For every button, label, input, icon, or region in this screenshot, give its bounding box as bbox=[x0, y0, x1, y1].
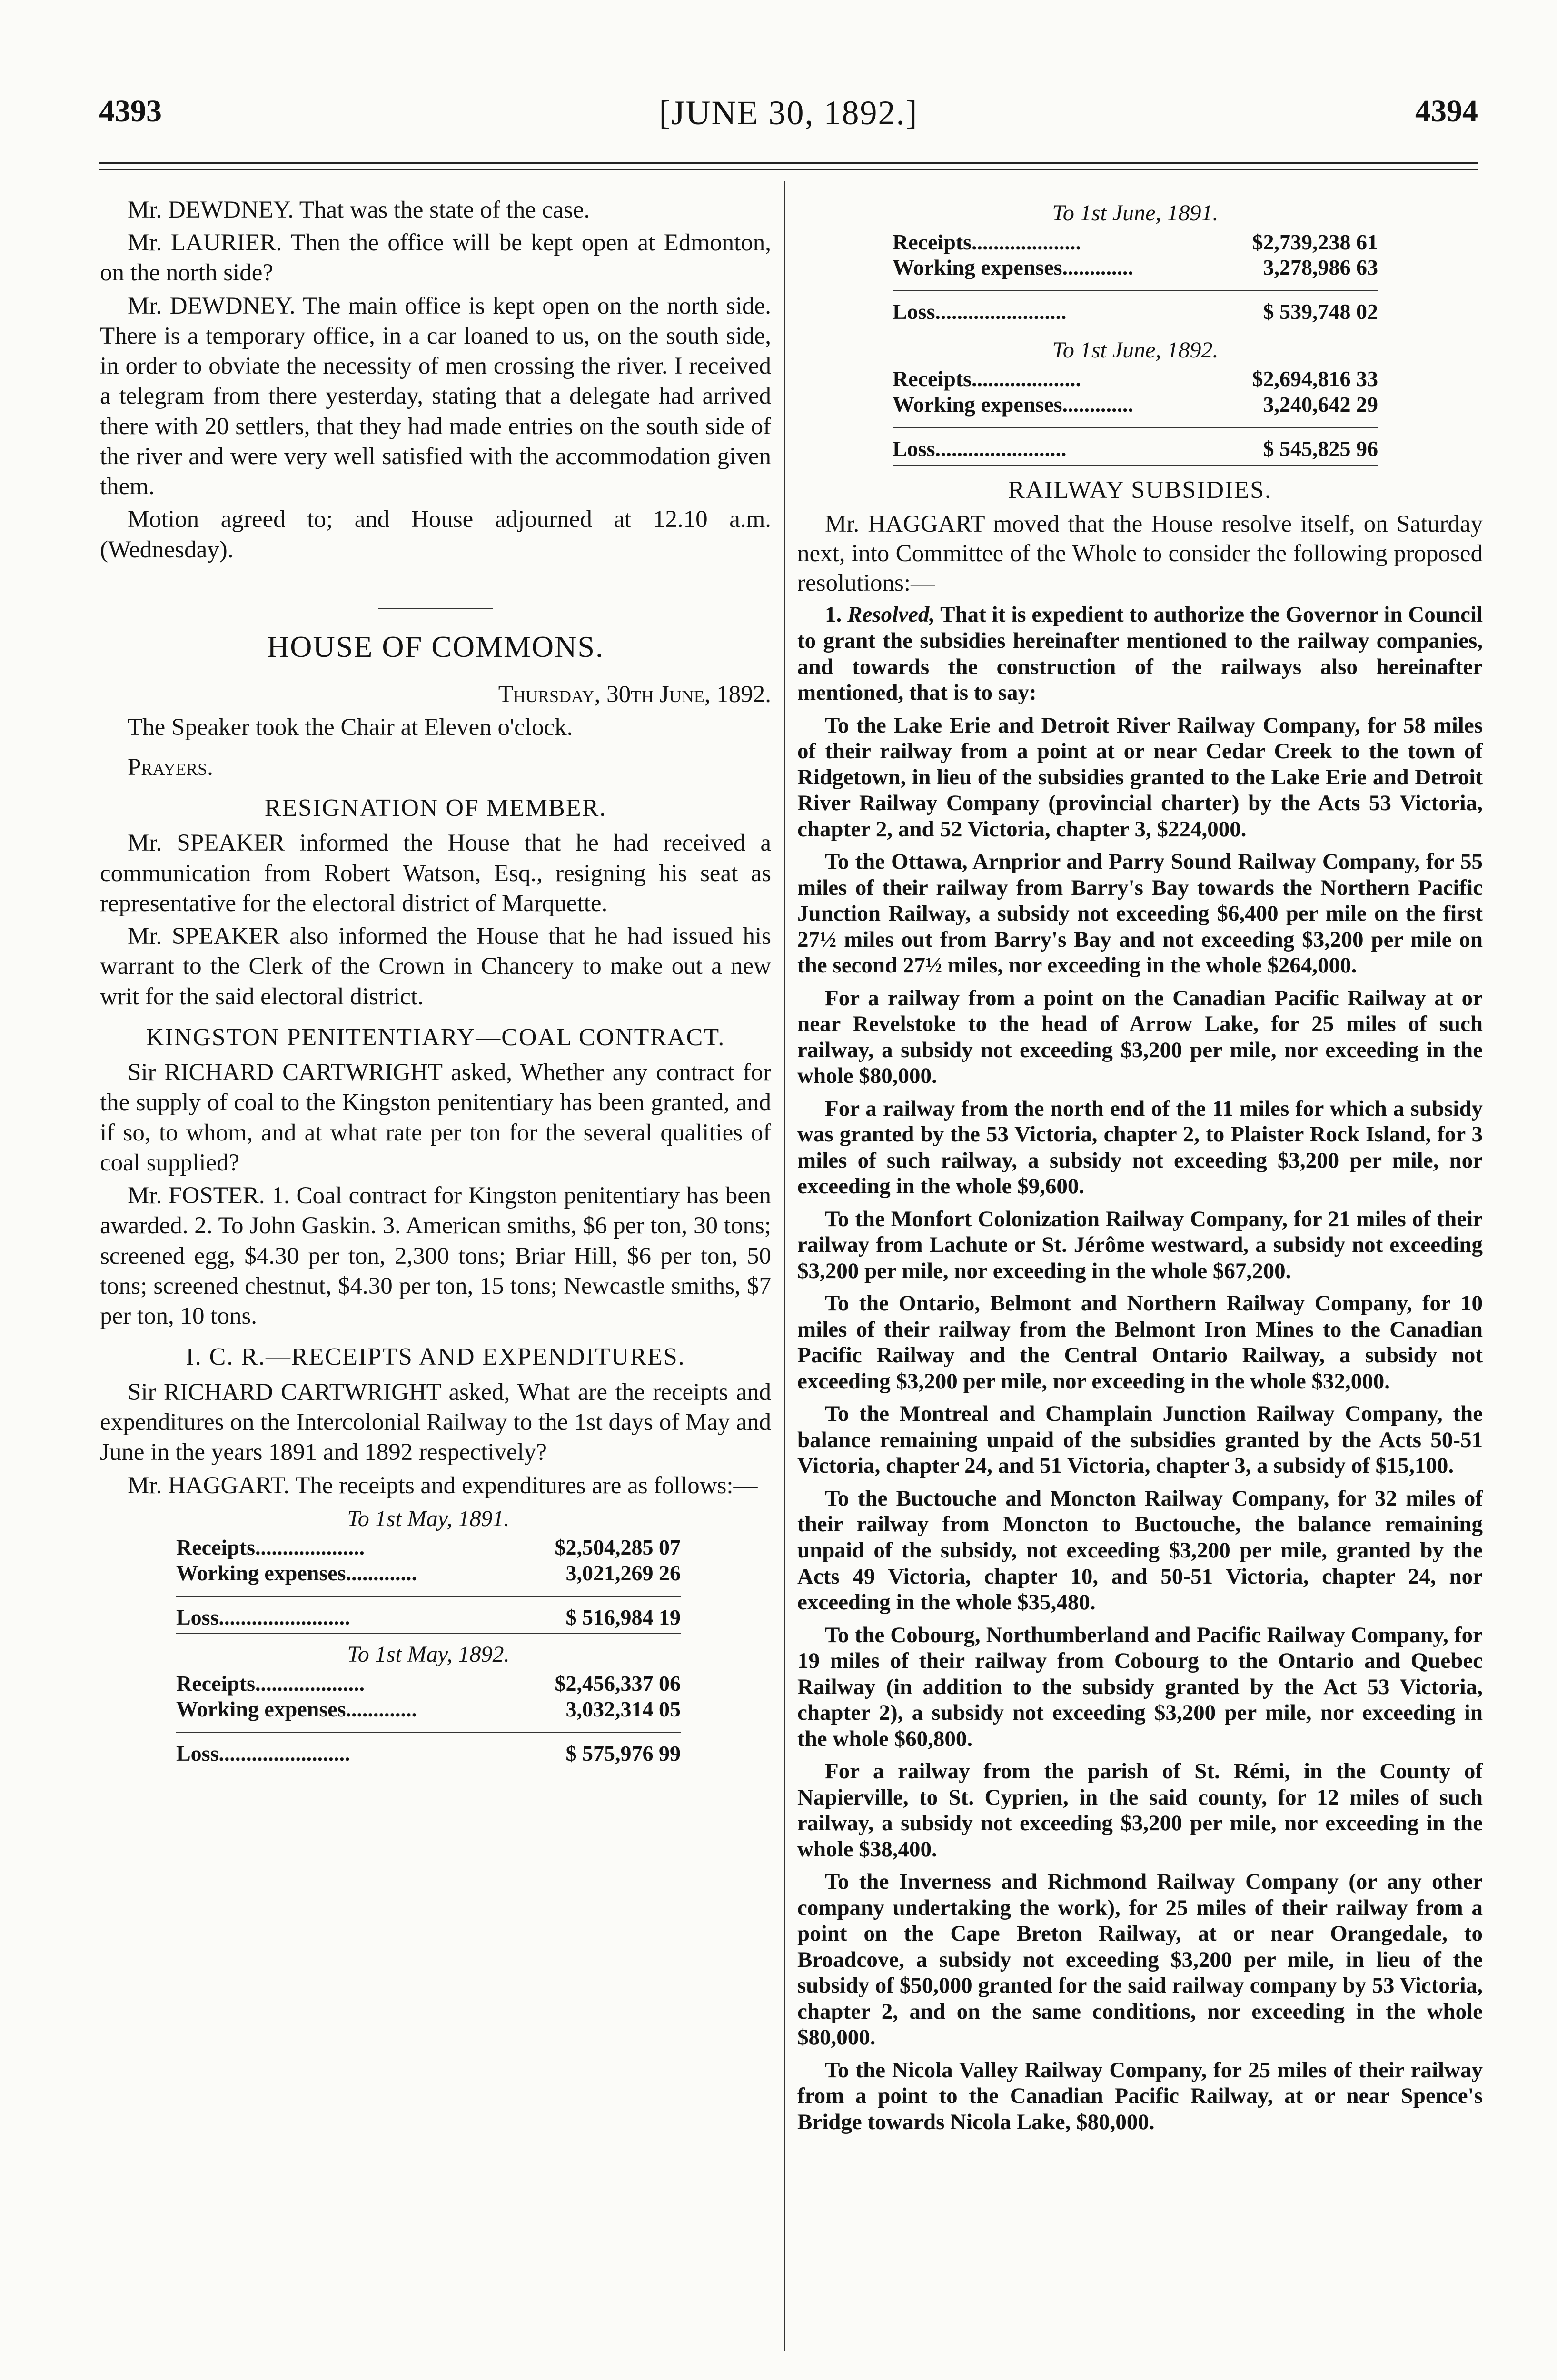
loss-label: Loss........................ bbox=[893, 436, 1067, 461]
resignation-heading: RESIGNATION OF MEMBER. bbox=[264, 794, 607, 822]
receipts-value: $2,456,337 06 bbox=[555, 1671, 681, 1696]
statement-june-1891 bbox=[893, 200, 1378, 325]
loss-row bbox=[176, 1605, 681, 1630]
working-expenses-row bbox=[176, 1696, 681, 1722]
header-rule-thin bbox=[99, 169, 1478, 170]
loss-row bbox=[893, 436, 1378, 461]
paragraph-laurier: Mr. LAURIER. Then the office will be kept open at Edmonton, on the north side? bbox=[100, 229, 771, 287]
working-expenses-value: 3,021,269 26 bbox=[565, 1560, 681, 1585]
icr-heading: I. C. R.—RECEIPTS AND EXPENDITURES. bbox=[186, 1343, 685, 1371]
loss-value: $ 575,976 99 bbox=[565, 1741, 681, 1765]
resolution-text: That it is expedient to authorize the Governor in Council to grant the subsidies hereinafter mentioned to the railway companies, and towards the construction of the railways also hereinafter mentioned, that is to say: bbox=[797, 602, 1483, 705]
receipts-row bbox=[893, 229, 1378, 255]
subsidy-item: To the Monfort Colonization Railway Company, for 21 miles of their railway from Lachute or St. Jérôme westward, a subsidy not exceeding $3,200 per mile, nor exceeding in the whole $67,200. bbox=[797, 1206, 1483, 1283]
subsidy-item: To the Ottawa, Arnprior and Parry Sound Railway Company, for 55 miles of their railway from Barry's Bay towards the Northern Pacific Junction Railway, a subsidy not exceeding $6,400 per mile on the first 27½ miles out from Barry's Bay and not exceeding $3,200 per mile on the second 27½ miles, nor exceeding in the whole $264,000. bbox=[797, 849, 1483, 978]
working-expenses-row bbox=[893, 255, 1378, 280]
loss-row bbox=[893, 299, 1378, 324]
receipts-value: $2,504,285 07 bbox=[555, 1535, 681, 1560]
paragraph-foster: Mr. FOSTER. 1. Coal contract for Kingston penitentiary has been awarded. 2. To John Gaskin. 3. American smiths, $6 per ton, 30 tons; screened egg, $4.30 per ton, 2,300 tons; Briar Hill, $6 per ton, 50 tons; screened chestnut, $4.30 per ton, 15 tons; Newcastle smiths, $7 per ton, 10 tons. bbox=[100, 1182, 771, 1330]
paragraph-haggart-motion: Mr. HAGGART moved that the House resolve itself, on Saturday next, into Committee of the Whole to consider the following proposed resolutions:— bbox=[797, 510, 1483, 597]
subsidy-item: For a railway from the north end of the 11 miles for which a subsidy was granted by the 53 Victoria, chapter 2, to Plaister Rock Island, for 3 miles of such railway, a subsidy not exceeding $3,200 per mile, nor exceeding in the whole $9,600. bbox=[797, 1096, 1483, 1199]
total-rule bbox=[893, 290, 1378, 291]
loss-label: Loss........................ bbox=[176, 1741, 350, 1765]
loss-value: $ 545,825 96 bbox=[1263, 436, 1378, 461]
paragraph-cartwright-2: Sir RICHARD CARTWRIGHT asked, What are the receipts and expenditures on the Intercolonial Railway to the 1st days of May and June in the years 1891 and 1892 respectively? bbox=[100, 1378, 771, 1466]
paragraph-speaker-1: Mr. SPEAKER informed the House that he had received a communication from Robert Watson, Esq., resigning his seat as representative for the electoral district of Marquette. bbox=[100, 830, 771, 917]
railway-subsidies-heading: RAILWAY SUBSIDIES. bbox=[1008, 476, 1272, 504]
receipts-row bbox=[893, 366, 1378, 391]
loss-value: $ 539,748 02 bbox=[1263, 299, 1378, 324]
resolution-number: 1. bbox=[825, 602, 842, 627]
total-rule bbox=[176, 1732, 681, 1733]
working-expenses-row bbox=[893, 392, 1378, 417]
subsidy-item: To the Ontario, Belmont and Northern Railway Company, for 10 miles of their railway from the Belmont Iron Mines to the Canadian Pacific Railway and the Central Ontario Railway, a subsidy not exceeding $3,200 per mile, nor exceeding in the whole $32,000. bbox=[797, 1291, 1483, 1394]
working-expenses-label: Working expenses............. bbox=[893, 392, 1134, 416]
kingston-heading: KINGSTON PENITENTIARY—COAL CONTRACT. bbox=[146, 1023, 725, 1051]
subsidy-item: For a railway from the parish of St. Rémi, in the County of Napierville, to St. Cyprien, in the said county, for 12 miles of such railway, a subsidy not exceeding $3,200 per mile, nor exceeding in the whole $38,400. bbox=[797, 1759, 1483, 1862]
right-column bbox=[797, 195, 1483, 2142]
statement-may-1892 bbox=[176, 1641, 681, 1766]
total-rule bbox=[893, 427, 1378, 428]
total-rule bbox=[176, 1596, 681, 1597]
sitting-date: Thursday, 30th June, 1892. bbox=[498, 681, 771, 708]
receipts-label: Receipts.................... bbox=[893, 367, 1081, 391]
loss-label: Loss........................ bbox=[176, 1605, 350, 1630]
working-expenses-row bbox=[176, 1560, 681, 1586]
subsidy-item: To the Cobourg, Northumberland and Pacific Railway Company, for 19 miles of their railway from Cobourg to the Ontario and Quebec Railway (in addition to the subsidy granted by the Act 53 Victoria, chapter 2), a subsidy not exceeding $3,200 per mile, nor exceeding in the whole $60,800. bbox=[797, 1622, 1483, 1751]
closing-rule bbox=[893, 465, 1378, 466]
page-number-left: 4393 bbox=[99, 94, 162, 129]
receipts-value: $2,739,238 61 bbox=[1252, 229, 1378, 254]
prayers-line: Prayers. bbox=[128, 754, 213, 781]
house-of-commons-title: HOUSE OF COMMONS. bbox=[267, 629, 604, 664]
statement-date: To 1st June, 1892. bbox=[1052, 337, 1219, 363]
paragraph-adjourned: Motion agreed to; and House adjourned at 12.10 a.m. (Wednesday). bbox=[100, 506, 771, 563]
subsidy-item: To the Lake Erie and Detroit River Railway Company, for 58 miles of their railway from a point at or near Cedar Creek to the town of Ridgetown, in lieu of the subsidies granted to the Lake Erie and Detroit River Railway Company (provincial charter) by the Acts 53 Victoria, chapter 2, and 52 Victoria, chapter 3, $224,000. bbox=[797, 713, 1483, 842]
paragraph-cartwright-1: Sir RICHARD CARTWRIGHT asked, Whether any contract for the supply of coal to the Kingston penitentiary has been granted, and if so, to whom, and at what rate per ton for the several qualities of coal supplied? bbox=[100, 1059, 771, 1176]
subsidy-item: To the Nicola Valley Railway Company, for 25 miles of their railway from a point to the Canadian Pacific Railway, at or near Spence's Bridge towards Nicola Lake, $80,000. bbox=[797, 2057, 1483, 2134]
receipts-label: Receipts.................... bbox=[893, 229, 1081, 254]
working-expenses-value: 3,240,642 29 bbox=[1263, 392, 1378, 416]
receipts-row bbox=[176, 1671, 681, 1696]
working-expenses-value: 3,032,314 05 bbox=[565, 1696, 681, 1721]
paragraph-haggart: Mr. HAGGART. The receipts and expenditures are as follows:— bbox=[128, 1472, 758, 1499]
working-expenses-label: Working expenses............. bbox=[893, 255, 1134, 280]
subsidy-item: To the Buctouche and Moncton Railway Company, for 32 miles of their railway from Moncton to Buctouche, the balance remaining unpaid of the subsidy, not exceeding $3,200 per mile, granted by the Acts 49 Victoria, chapter 10, and 50-51 Victoria, chapter 24, nor exceeding in the whole $35,480. bbox=[797, 1486, 1483, 1615]
closing-rule bbox=[176, 1633, 681, 1634]
page-number-right: 4394 bbox=[1415, 94, 1478, 129]
statement-date: To 1st May, 1891. bbox=[347, 1506, 510, 1531]
column-divider bbox=[784, 181, 785, 2351]
subsidy-item: To the Inverness and Richmond Railway Company (or any other company undertaking the work), for 25 miles of their railway from a point on the Cape Breton Railway, at or near Orangedale, to Broadcove, a subsidy not exceeding $3,200 per mile, in lieu of the subsidy of $50,000 granted for the said railway company by 53 Victoria, chapter 2, and on the same conditions, nor exceeding in the whole $80,000. bbox=[797, 1869, 1483, 2050]
left-column bbox=[100, 195, 771, 1766]
receipts-row bbox=[176, 1535, 681, 1560]
working-expenses-label: Working expenses............. bbox=[176, 1696, 417, 1721]
paragraph-speaker-2: Mr. SPEAKER also informed the House that he had issued his warrant to the Clerk of the Crown in Chancery to make out a new writ for the said electoral district. bbox=[100, 923, 771, 1010]
paragraph-dewdney-2: Mr. DEWDNEY. The main office is kept open on the north side. There is a temporary office, in a car loaned to us, on the south side, in order to obviate the necessity of men crossing the river. I received a telegram from there yesterday, stating that a delegate had arrived there with 20 settlers, that they had made entries on the south side of the river and were very well satisfied with the accommodation given them. bbox=[100, 292, 771, 500]
resolution-1 bbox=[797, 602, 1483, 705]
loss-value: $ 516,984 19 bbox=[565, 1605, 681, 1630]
resolved-word: Resolved, bbox=[847, 602, 935, 627]
working-expenses-label: Working expenses............. bbox=[176, 1560, 417, 1585]
paragraph-dewdney-1: Mr. DEWDNEY. That was the state of the case. bbox=[128, 197, 590, 223]
subsidy-item: For a railway from a point on the Canadian Pacific Railway at or near Revelstoke to the head of Arrow Lake, for 25 miles of such railway, a subsidy not exceeding $3,200 per mile, nor exceeding in the whole $80,000. bbox=[797, 985, 1483, 1089]
receipts-label: Receipts.................... bbox=[176, 1671, 365, 1696]
header-date: [JUNE 30, 1892.] bbox=[659, 94, 918, 132]
page-header bbox=[99, 93, 1478, 136]
working-expenses-value: 3,278,986 63 bbox=[1263, 255, 1378, 280]
section-divider bbox=[378, 608, 493, 609]
subsidy-item: To the Montreal and Champlain Junction Railway Company, the balance remaining unpaid of the subsidies granted by the Acts 50-51 Victoria, chapter 24, and 51 Victoria, chapter 3, a subsidy of $15,100. bbox=[797, 1401, 1483, 1478]
receipts-label: Receipts.................... bbox=[176, 1535, 365, 1560]
header-rule-thick bbox=[99, 162, 1478, 164]
statement-may-1891 bbox=[176, 1506, 681, 1634]
loss-row bbox=[176, 1741, 681, 1766]
statement-date: To 1st June, 1891. bbox=[1052, 200, 1219, 226]
statement-june-1892 bbox=[893, 337, 1378, 466]
loss-label: Loss........................ bbox=[893, 299, 1067, 324]
speaker-chair-line: The Speaker took the Chair at Eleven o'clock. bbox=[128, 714, 573, 741]
receipts-value: $2,694,816 33 bbox=[1252, 367, 1378, 391]
statement-date: To 1st May, 1892. bbox=[347, 1642, 510, 1667]
